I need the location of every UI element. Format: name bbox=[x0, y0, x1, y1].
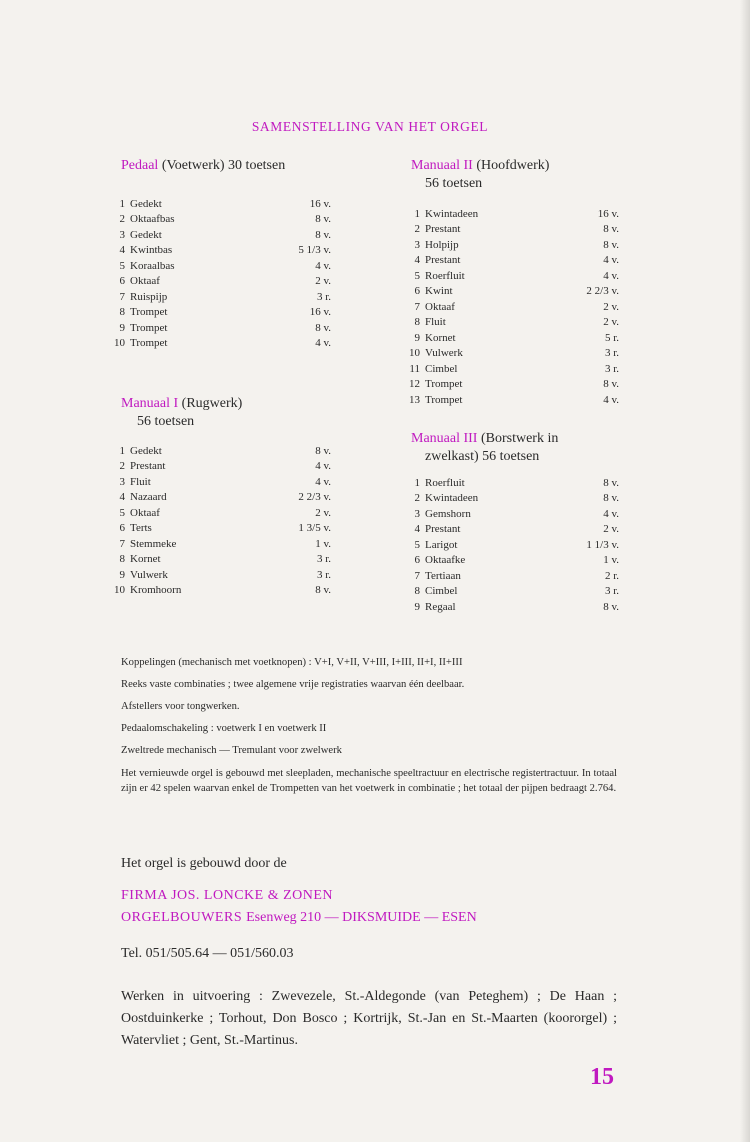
stop-name: Prestant bbox=[130, 460, 166, 473]
manuaal-1-name: Manuaal I bbox=[121, 396, 179, 411]
stop-number: 10 bbox=[114, 584, 125, 597]
stop-name: Cimbel bbox=[425, 362, 458, 375]
stop-name: Roerfluit bbox=[425, 476, 465, 489]
stop-name: Tertiaan bbox=[425, 569, 461, 582]
stop-row bbox=[406, 377, 619, 393]
stop-size: 2 v. bbox=[315, 275, 331, 288]
page-number: 15 bbox=[590, 1064, 614, 1090]
stop-size: 4 v. bbox=[603, 393, 619, 406]
page-edge bbox=[740, 0, 750, 1142]
stop-number: 13 bbox=[409, 393, 420, 406]
stop-row bbox=[111, 196, 331, 212]
stop-row bbox=[111, 552, 331, 568]
stop-row bbox=[111, 567, 331, 583]
stop-size: 16 v. bbox=[309, 306, 331, 319]
stop-size: 2 2/3 v. bbox=[586, 285, 619, 298]
stop-number: 5 bbox=[119, 259, 125, 272]
stop-number: 9 bbox=[414, 600, 420, 613]
manuaal-3-heading bbox=[411, 430, 558, 466]
builder-trade: ORGELBOUWERS bbox=[121, 910, 243, 925]
stop-name: Kromhoorn bbox=[130, 584, 182, 597]
stop-size: 2 r. bbox=[604, 569, 619, 582]
works-in-progress: Werken in uitvoering : Zwevezele, St.-Aldegonde (van Peteghem) ; De Haan ; Oostduinkerke ; Torhout, Don Bosco ; Kortrijk, St.-Jan en St.-Maarten (koororgel) ; Watervliet ; Gent, St.-Martinus. bbox=[121, 989, 617, 1048]
stop-number: 10 bbox=[409, 347, 420, 360]
stop-number: 9 bbox=[119, 568, 125, 581]
stop-row bbox=[406, 222, 619, 238]
stop-number: 7 bbox=[119, 290, 125, 303]
stop-row bbox=[406, 284, 619, 300]
stop-size: 4 v. bbox=[315, 337, 331, 350]
stop-name: Kornet bbox=[130, 553, 161, 566]
manuaal-3-keys: zwelkast) 56 toetsen bbox=[425, 449, 540, 464]
stop-number: 7 bbox=[414, 569, 420, 582]
stop-name: Gemshorn bbox=[425, 507, 471, 520]
stop-size: 4 v. bbox=[603, 269, 619, 282]
stop-row bbox=[406, 599, 619, 615]
stop-name: Oktaafbas bbox=[130, 213, 175, 226]
builder-intro: Het orgel is gebouwd door de bbox=[121, 856, 287, 871]
stop-number: 8 bbox=[414, 585, 420, 598]
stop-number: 3 bbox=[414, 238, 420, 251]
stop-size: 5 1/3 v. bbox=[298, 244, 331, 257]
manuaal-1-stop-list bbox=[111, 443, 331, 598]
stop-name: Stemmeke bbox=[130, 537, 177, 550]
stop-row bbox=[111, 289, 331, 305]
stop-row bbox=[406, 299, 619, 315]
stop-size: 8 v. bbox=[603, 476, 619, 489]
stop-name: Prestant bbox=[425, 254, 461, 267]
stop-size: 1 v. bbox=[603, 554, 619, 567]
manuaal-2-description: (Hoofdwerk) bbox=[476, 158, 550, 173]
note-couplers: Koppelingen (mechanisch met voetknopen) : V+I, V+II, V+III, I+III, II+I, II+III bbox=[121, 657, 463, 668]
stop-number: 5 bbox=[414, 269, 420, 282]
builder-address: Esenweg 210 — DIKSMUIDE — ESEN bbox=[246, 910, 477, 925]
stop-row bbox=[406, 392, 619, 408]
note-reed-tuners: Afstellers voor tongwerken. bbox=[121, 701, 240, 712]
stop-row bbox=[111, 536, 331, 552]
stop-row bbox=[406, 206, 619, 222]
stop-size: 16 v. bbox=[309, 197, 331, 210]
pedaal-stop-list bbox=[111, 196, 331, 351]
stop-size: 2 v. bbox=[603, 316, 619, 329]
manuaal-2-keys: 56 toetsen bbox=[425, 176, 483, 191]
stop-row bbox=[406, 491, 619, 507]
stop-number: 1 bbox=[119, 444, 125, 457]
stop-number: 2 bbox=[414, 223, 420, 236]
stop-size: 8 v. bbox=[315, 228, 331, 241]
manuaal-2-stop-list bbox=[406, 206, 619, 408]
stop-number: 4 bbox=[414, 523, 420, 536]
stop-row bbox=[111, 320, 331, 336]
stop-name: Oktaaf bbox=[425, 300, 455, 313]
manuaal-2-heading bbox=[411, 157, 549, 193]
stop-name: Oktaaf bbox=[130, 506, 160, 519]
note-pedal-switch: Pedaalomschakeling : voetwerk I en voetwerk II bbox=[121, 723, 327, 734]
stop-size: 1 v. bbox=[315, 537, 331, 550]
stop-name: Trompet bbox=[130, 321, 168, 334]
stop-name: Nazaard bbox=[130, 491, 167, 504]
pedaal-description: (Voetwerk) 30 toetsen bbox=[161, 158, 286, 173]
stop-number: 2 bbox=[119, 213, 125, 226]
stop-name: Kornet bbox=[425, 331, 456, 344]
manuaal-1-keys: 56 toetsen bbox=[137, 414, 195, 429]
stop-row bbox=[111, 274, 331, 290]
stop-name: Trompet bbox=[130, 306, 168, 319]
stop-row bbox=[111, 305, 331, 321]
stop-size: 2 v. bbox=[315, 506, 331, 519]
stop-name: Oktaaf bbox=[130, 275, 160, 288]
stop-size: 8 v. bbox=[603, 238, 619, 251]
stop-row bbox=[406, 553, 619, 569]
stop-size: 8 v. bbox=[315, 213, 331, 226]
stop-number: 4 bbox=[414, 254, 420, 267]
builder-block bbox=[121, 853, 621, 965]
stop-size: 1 3/5 v. bbox=[298, 522, 331, 535]
stop-size: 3 r. bbox=[604, 362, 619, 375]
stop-name: Fluit bbox=[425, 316, 446, 329]
stop-number: 8 bbox=[119, 306, 125, 319]
stop-size: 4 v. bbox=[603, 254, 619, 267]
manuaal-1-description: (Rugwerk) bbox=[181, 396, 243, 411]
stop-row bbox=[111, 212, 331, 228]
stop-row bbox=[111, 505, 331, 521]
stop-size: 16 v. bbox=[597, 207, 619, 220]
stop-number: 8 bbox=[119, 553, 125, 566]
stop-name: Larigot bbox=[425, 538, 458, 551]
stop-name: Vulwerk bbox=[130, 568, 168, 581]
stop-size: 8 v. bbox=[603, 600, 619, 613]
stop-number: 5 bbox=[119, 506, 125, 519]
stop-name: Gedekt bbox=[130, 228, 162, 241]
stop-row bbox=[406, 253, 619, 269]
stop-name: Prestant bbox=[425, 223, 461, 236]
stop-row bbox=[406, 268, 619, 284]
stop-size: 3 r. bbox=[316, 553, 331, 566]
stop-row bbox=[406, 237, 619, 253]
stop-row bbox=[406, 568, 619, 584]
technical-notes bbox=[121, 656, 617, 804]
stop-size: 3 r. bbox=[604, 585, 619, 598]
stop-name: Trompet bbox=[425, 378, 463, 391]
pedaal-name: Pedaal bbox=[121, 158, 159, 173]
stop-row bbox=[406, 475, 619, 491]
stop-number: 1 bbox=[119, 197, 125, 210]
stop-row bbox=[111, 583, 331, 599]
stop-row bbox=[111, 258, 331, 274]
stop-row bbox=[111, 227, 331, 243]
stop-size: 2 v. bbox=[603, 523, 619, 536]
pedaal-heading bbox=[121, 157, 285, 175]
stop-number: 6 bbox=[414, 554, 420, 567]
stop-number: 7 bbox=[119, 537, 125, 550]
stop-name: Roerfluit bbox=[425, 269, 465, 282]
stop-name: Trompet bbox=[425, 393, 463, 406]
stop-number: 3 bbox=[119, 228, 125, 241]
stop-number: 2 bbox=[119, 460, 125, 473]
stop-number: 1 bbox=[414, 207, 420, 220]
stop-row bbox=[406, 315, 619, 331]
stop-row bbox=[111, 443, 331, 459]
stop-number: 4 bbox=[119, 244, 125, 257]
stop-number: 9 bbox=[119, 321, 125, 334]
stop-name: Ruispijp bbox=[130, 290, 168, 303]
stop-row bbox=[406, 537, 619, 553]
stop-number: 6 bbox=[119, 275, 125, 288]
stop-row bbox=[406, 346, 619, 362]
stop-size: 4 v. bbox=[315, 475, 331, 488]
stop-name: Kwint bbox=[425, 285, 453, 298]
stop-name: Regaal bbox=[425, 600, 456, 613]
stop-number: 2 bbox=[414, 492, 420, 505]
stop-size: 8 v. bbox=[603, 378, 619, 391]
stop-size: 4 v. bbox=[603, 507, 619, 520]
stop-size: 8 v. bbox=[603, 492, 619, 505]
stop-size: 8 v. bbox=[603, 223, 619, 236]
stop-name: Holpijp bbox=[425, 238, 459, 251]
stop-name: Gedekt bbox=[130, 444, 162, 457]
stop-number: 6 bbox=[414, 285, 420, 298]
stop-name: Cimbel bbox=[425, 585, 458, 598]
stop-number: 1 bbox=[414, 476, 420, 489]
stop-row bbox=[111, 459, 331, 475]
stop-size: 4 v. bbox=[315, 259, 331, 272]
manuaal-1-heading bbox=[121, 395, 242, 431]
stop-number: 8 bbox=[414, 316, 420, 329]
stop-row bbox=[111, 336, 331, 352]
stop-row bbox=[111, 243, 331, 259]
stop-number: 11 bbox=[409, 362, 420, 375]
stop-name: Koraalbas bbox=[130, 259, 175, 272]
stop-name: Kwintbas bbox=[130, 244, 173, 257]
stop-number: 4 bbox=[119, 491, 125, 504]
manuaal-2-name: Manuaal II bbox=[411, 158, 473, 173]
stop-size: 5 r. bbox=[604, 331, 619, 344]
stop-size: 8 v. bbox=[315, 321, 331, 334]
stop-row bbox=[111, 490, 331, 506]
note-combinations: Reeks vaste combinaties ; twee algemene vrije registraties waarvan één deelbaar. bbox=[121, 679, 465, 690]
stop-number: 9 bbox=[414, 331, 420, 344]
stop-size: 3 r. bbox=[316, 290, 331, 303]
stop-name: Oktaafke bbox=[425, 554, 466, 567]
builder-firm: FIRMA JOS. LONCKE & ZONEN bbox=[121, 888, 334, 903]
stop-size: 8 v. bbox=[315, 584, 331, 597]
stop-size: 2 2/3 v. bbox=[298, 491, 331, 504]
stop-name: Gedekt bbox=[130, 197, 162, 210]
stop-name: Trompet bbox=[130, 337, 168, 350]
note-description: Het vernieuwde orgel is gebouwd met sleepladen, mechanische speeltractuur en electrische registertractuur. In totaal zijn er 42 spelen waarvan enkel de Trompetten van het voetwerk in combinatie ; het totaal der pijpen bedraagt 2.764. bbox=[121, 768, 617, 794]
manuaal-3-description: (Borstwerk in bbox=[480, 431, 559, 446]
stop-name: Kwintadeen bbox=[425, 207, 479, 220]
stop-size: 2 v. bbox=[603, 300, 619, 313]
stop-name: Terts bbox=[130, 522, 152, 535]
stop-number: 6 bbox=[119, 522, 125, 535]
stop-row bbox=[406, 330, 619, 346]
page-title: SAMENSTELLING VAN HET ORGEL bbox=[251, 119, 489, 134]
stop-number: 3 bbox=[119, 475, 125, 488]
stop-number: 12 bbox=[409, 378, 420, 391]
stop-size: 8 v. bbox=[315, 444, 331, 457]
stop-row bbox=[111, 474, 331, 490]
stop-number: 3 bbox=[414, 507, 420, 520]
stop-row bbox=[406, 506, 619, 522]
stop-name: Vulwerk bbox=[425, 347, 463, 360]
stop-row bbox=[406, 361, 619, 377]
manuaal-3-stop-list bbox=[406, 475, 619, 615]
builder-telephone: Tel. 051/505.64 — 051/560.03 bbox=[121, 946, 294, 961]
stop-number: 5 bbox=[414, 538, 420, 551]
stop-number: 7 bbox=[414, 300, 420, 313]
stop-row bbox=[111, 521, 331, 537]
note-swell: Zweltrede mechanisch — Tremulant voor zwelwerk bbox=[121, 745, 342, 756]
stop-size: 1 1/3 v. bbox=[586, 538, 619, 551]
stop-name: Prestant bbox=[425, 523, 461, 536]
stop-size: 4 v. bbox=[315, 460, 331, 473]
stop-number: 10 bbox=[114, 337, 125, 350]
stop-size: 3 r. bbox=[604, 347, 619, 360]
stop-size: 3 r. bbox=[316, 568, 331, 581]
stop-name: Fluit bbox=[130, 475, 151, 488]
manuaal-3-name: Manuaal III bbox=[411, 431, 478, 446]
stop-name: Kwintadeen bbox=[425, 492, 479, 505]
stop-row bbox=[406, 584, 619, 600]
builder-address-line bbox=[121, 907, 621, 929]
stop-row bbox=[406, 522, 619, 538]
